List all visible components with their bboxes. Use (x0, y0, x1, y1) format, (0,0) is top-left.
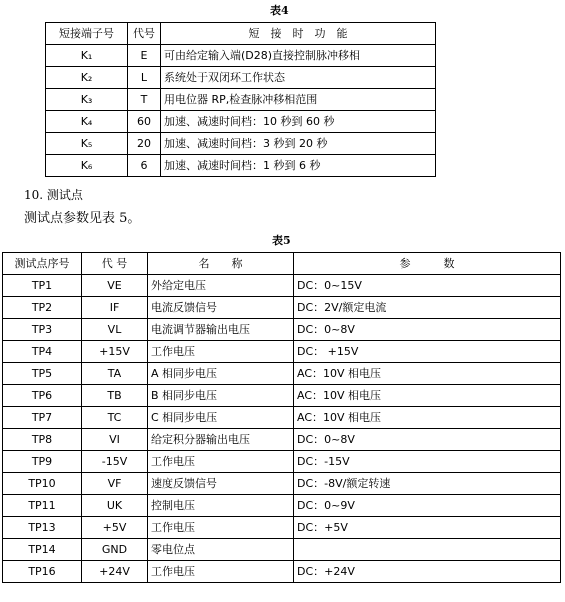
table-row (3, 561, 561, 583)
table5-cell: A 相同步电压 (148, 363, 294, 385)
table5-cell: TP10 (3, 473, 82, 495)
table5 (2, 252, 561, 583)
table5-cell: 电流调节器输出电压 (148, 319, 294, 341)
table5-cell: AC：10V 相电压 (294, 407, 561, 429)
table5-cell: TP3 (3, 319, 82, 341)
table-row (3, 473, 561, 495)
table-row (3, 407, 561, 429)
table4-cell: K₅ (46, 133, 128, 155)
table5-cell: TP7 (3, 407, 82, 429)
table4-cell: K₄ (46, 111, 128, 133)
table5-cell: 给定积分器输出电压 (148, 429, 294, 451)
table4-cell: 系统处于双闭环工作状态 (161, 67, 436, 89)
section-text: 测试点参数见表 5。 (24, 211, 141, 226)
table4 (45, 22, 436, 177)
table4-cell: K₁ (46, 45, 128, 67)
table-row (3, 319, 561, 341)
table-row (3, 275, 561, 297)
table5-cell: DC：+24V (294, 561, 561, 583)
table5-cell: 零电位点 (148, 539, 294, 561)
table5-cell: TP14 (3, 539, 82, 561)
table4-cell: 20 (128, 133, 161, 155)
table5-cell: +5V (82, 517, 148, 539)
table5-cell: 外给定电压 (148, 275, 294, 297)
table-row (3, 363, 561, 385)
table4-cell: 6 (128, 155, 161, 177)
table4-cell: 用电位器 RP,检查脉冲移相范围 (161, 89, 436, 111)
table-row (3, 517, 561, 539)
table4-cell: 可由给定输入端(D28)直接控制脉冲移相 (161, 45, 436, 67)
table4-cell: 加速、减速时间档：1 秒到 6 秒 (161, 155, 436, 177)
table-row (3, 429, 561, 451)
table5-cell: DC：-8V/额定转速 (294, 473, 561, 495)
table5-cell: VE (82, 275, 148, 297)
table-row (3, 451, 561, 473)
table5-cell: TA (82, 363, 148, 385)
table5-cell: TC (82, 407, 148, 429)
table5-cell: 工作电压 (148, 341, 294, 363)
table-row (3, 341, 561, 363)
table5-cell: GND (82, 539, 148, 561)
table4-header-cell: 短接端子号 (46, 23, 128, 45)
table5-cell: DC：+5V (294, 517, 561, 539)
table5-cell: 控制电压 (148, 495, 294, 517)
table-row (3, 297, 561, 319)
table-row (46, 45, 436, 67)
table5-cell: TP9 (3, 451, 82, 473)
table5-cell: TP5 (3, 363, 82, 385)
table5-cell: TP11 (3, 495, 82, 517)
table5-cell (294, 539, 561, 561)
table4-caption: 表4 (270, 4, 289, 17)
table5-caption: 表5 (272, 234, 291, 247)
table5-cell: TP8 (3, 429, 82, 451)
table4-header-cell: 短 接 时 功 能 (161, 23, 436, 45)
table5-cell: TP13 (3, 517, 82, 539)
table-row (46, 89, 436, 111)
table4-cell: 加速、减速时间档：10 秒到 60 秒 (161, 111, 436, 133)
table-row (3, 495, 561, 517)
table-row (46, 111, 436, 133)
table-row (46, 155, 436, 177)
table-row (3, 385, 561, 407)
table4-cell: T (128, 89, 161, 111)
table5-cell: DC：0~8V (294, 429, 561, 451)
table5-cell: VL (82, 319, 148, 341)
table4-cell: K₂ (46, 67, 128, 89)
table5-cell: DC：0~8V (294, 319, 561, 341)
table5-cell: TP2 (3, 297, 82, 319)
table5-header-cell: 测试点序号 (3, 253, 82, 275)
table5-cell: B 相同步电压 (148, 385, 294, 407)
table5-cell: 电流反馈信号 (148, 297, 294, 319)
table5-cell: 工作电压 (148, 517, 294, 539)
table5-cell: DC：-15V (294, 451, 561, 473)
table5-cell: TP16 (3, 561, 82, 583)
table5-cell: DC：2V/额定电流 (294, 297, 561, 319)
table5-header-row (3, 253, 561, 275)
table5-header-cell: 名 称 (148, 253, 294, 275)
table5-cell: AC：10V 相电压 (294, 363, 561, 385)
table5-cell: DC：0~15V (294, 275, 561, 297)
table4-header-cell: 代号 (128, 23, 161, 45)
table5-cell: VI (82, 429, 148, 451)
table4-header-row (46, 23, 436, 45)
table-row (46, 67, 436, 89)
table5-cell: UK (82, 495, 148, 517)
table4-cell: K₃ (46, 89, 128, 111)
table5-cell: 速度反馈信号 (148, 473, 294, 495)
table-row (3, 539, 561, 561)
table5-cell: DC： +15V (294, 341, 561, 363)
table4-cell: K₆ (46, 155, 128, 177)
table4-cell: L (128, 67, 161, 89)
table5-cell: IF (82, 297, 148, 319)
table5-cell: DC：0~9V (294, 495, 561, 517)
table5-cell: AC：10V 相电压 (294, 385, 561, 407)
table5-cell: TP6 (3, 385, 82, 407)
table5-cell: 工作电压 (148, 561, 294, 583)
table4-cell: 加速、减速时间档：3 秒到 20 秒 (161, 133, 436, 155)
table5-cell: -15V (82, 451, 148, 473)
table5-cell: VF (82, 473, 148, 495)
table5-cell: +24V (82, 561, 148, 583)
table5-cell: TP1 (3, 275, 82, 297)
table5-cell: TP4 (3, 341, 82, 363)
table5-cell: 工作电压 (148, 451, 294, 473)
table5-header-cell: 参 数 (294, 253, 561, 275)
table5-cell: C 相同步电压 (148, 407, 294, 429)
table4-cell: E (128, 45, 161, 67)
table4-cell: 60 (128, 111, 161, 133)
table-row (46, 133, 436, 155)
table5-header-cell: 代 号 (82, 253, 148, 275)
section-title: 10. 测试点 (24, 188, 83, 202)
table5-cell: +15V (82, 341, 148, 363)
table5-cell: TB (82, 385, 148, 407)
